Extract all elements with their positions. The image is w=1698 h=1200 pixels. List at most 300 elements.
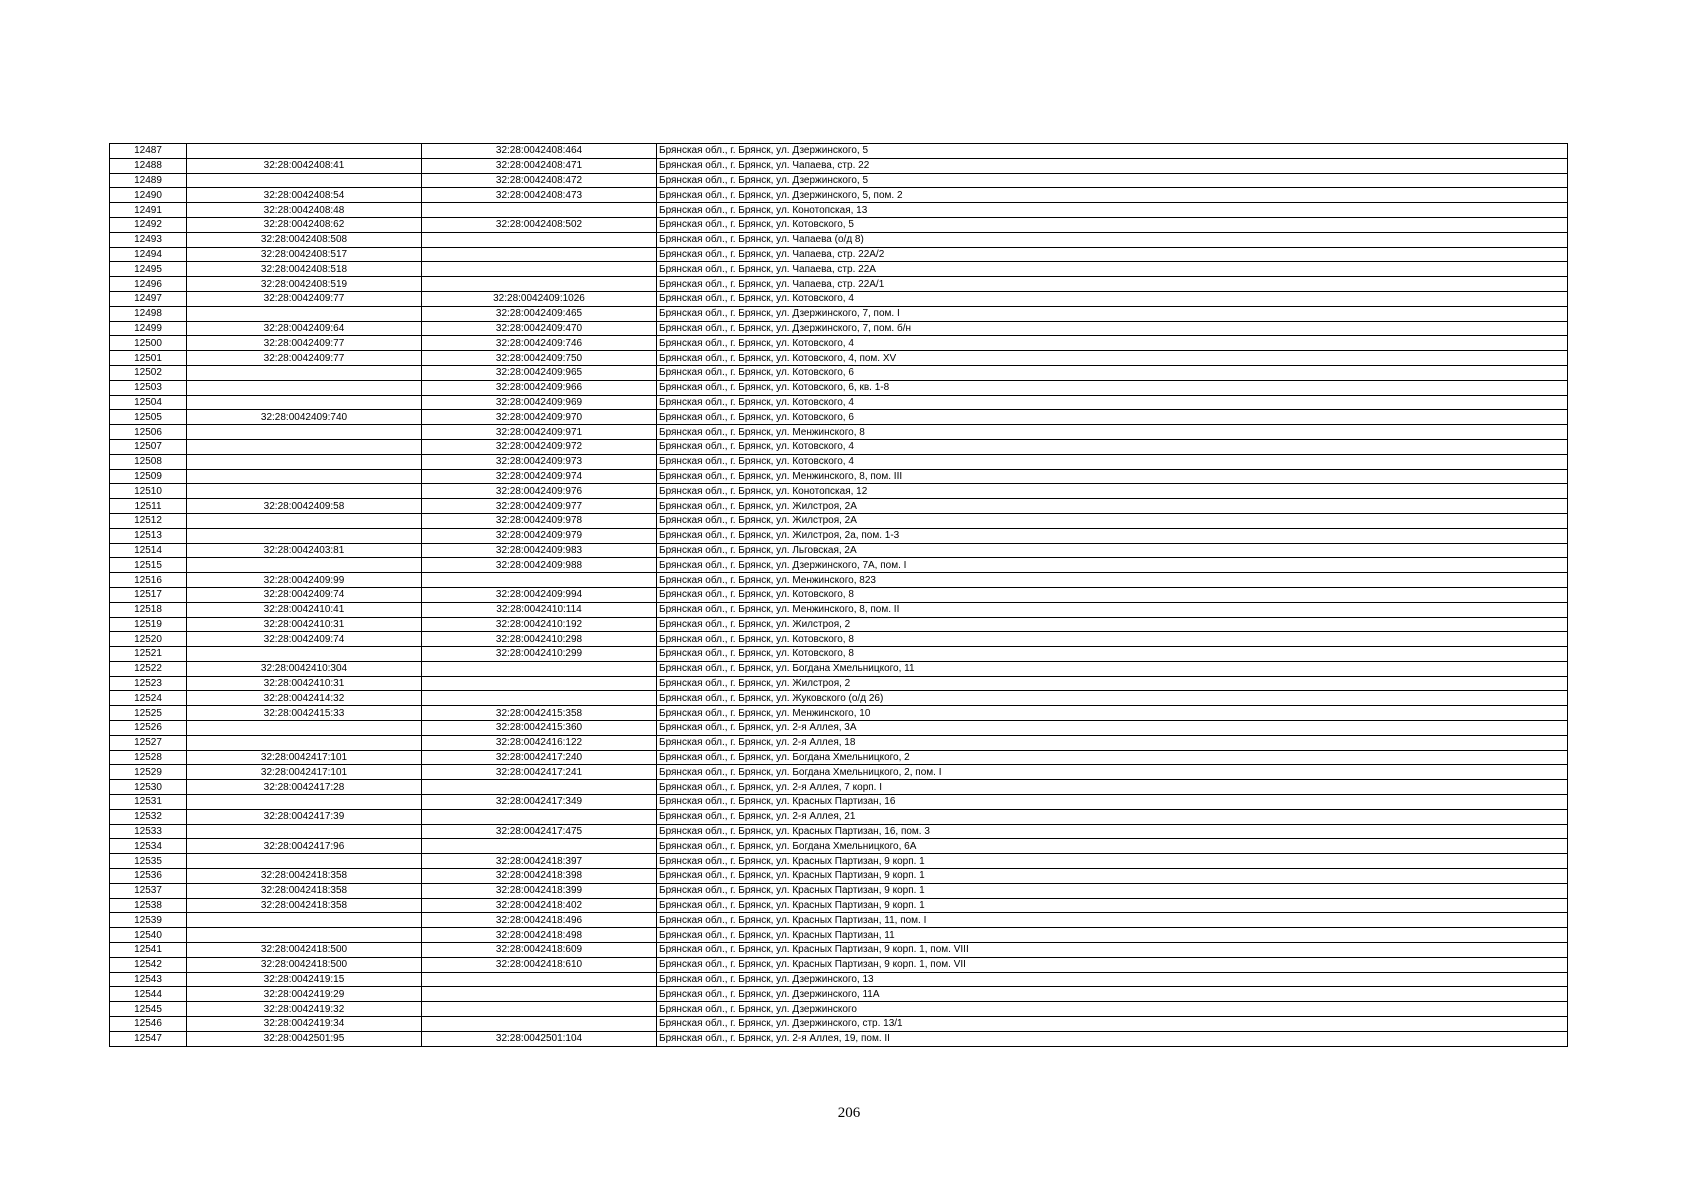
row-number-cell: 12545 — [110, 1002, 187, 1017]
address-cell: Брянская обл., г. Брянск, ул. Дзержинского, 11А — [657, 987, 1568, 1002]
address-cell: Брянская обл., г. Брянск, ул. Льговская, 2А — [657, 543, 1568, 558]
parcel-number-cell — [187, 913, 422, 928]
object-number-cell: 32:28:0042501:104 — [422, 1031, 657, 1046]
address-cell: Брянская обл., г. Брянск, ул. Дзержинского, 7А, пом. I — [657, 558, 1568, 573]
table-row — [110, 484, 1568, 499]
parcel-number-cell — [187, 469, 422, 484]
object-number-cell: 32:28:0042409:1026 — [422, 291, 657, 306]
parcel-number-cell — [187, 425, 422, 440]
row-number-cell: 12538 — [110, 898, 187, 913]
row-number-cell: 12520 — [110, 632, 187, 647]
table-row — [110, 188, 1568, 203]
registry-table — [109, 143, 1568, 1047]
row-number-cell: 12525 — [110, 706, 187, 721]
object-number-cell: 32:28:0042409:979 — [422, 528, 657, 543]
page-number: 206 — [837, 1105, 861, 1121]
parcel-number-cell — [187, 380, 422, 395]
row-number-cell: 12514 — [110, 543, 187, 558]
object-number-cell: 32:28:0042418:398 — [422, 869, 657, 884]
address-cell: Брянская обл., г. Брянск, ул. Котовского, 6 — [657, 410, 1568, 425]
row-number-cell: 12499 — [110, 321, 187, 336]
address-cell: Брянская обл., г. Брянск, ул. Котовского, 4 — [657, 395, 1568, 410]
object-number-cell — [422, 232, 657, 247]
object-number-cell: 32:28:0042418:402 — [422, 898, 657, 913]
address-cell: Брянская обл., г. Брянск, ул. Котовского, 8 — [657, 587, 1568, 602]
row-number-cell: 12492 — [110, 217, 187, 232]
parcel-number-cell — [187, 854, 422, 869]
object-number-cell: 32:28:0042409:966 — [422, 380, 657, 395]
parcel-number-cell: 32:28:0042409:99 — [187, 573, 422, 588]
row-number-cell: 12530 — [110, 780, 187, 795]
row-number-cell: 12539 — [110, 913, 187, 928]
table-row — [110, 247, 1568, 262]
address-cell: Брянская обл., г. Брянск, ул. Богдана Хмельницкого, 11 — [657, 661, 1568, 676]
table-row — [110, 632, 1568, 647]
table-row — [110, 1017, 1568, 1032]
object-number-cell: 32:28:0042417:240 — [422, 750, 657, 765]
row-number-cell: 12517 — [110, 587, 187, 602]
table-row — [110, 1031, 1568, 1046]
row-number-cell: 12493 — [110, 232, 187, 247]
parcel-number-cell: 32:28:0042408:519 — [187, 277, 422, 292]
address-cell: Брянская обл., г. Брянск, ул. Котовского, 4 — [657, 439, 1568, 454]
address-cell: Брянская обл., г. Брянск, ул. Красных Партизан, 16, пом. 3 — [657, 824, 1568, 839]
parcel-number-cell — [187, 795, 422, 810]
row-number-cell: 12515 — [110, 558, 187, 573]
parcel-number-cell — [187, 558, 422, 573]
object-number-cell: 32:28:0042410:299 — [422, 647, 657, 662]
object-number-cell — [422, 987, 657, 1002]
address-cell: Брянская обл., г. Брянск, ул. Котовского, 4, пом. XV — [657, 351, 1568, 366]
row-number-cell: 12510 — [110, 484, 187, 499]
table-row — [110, 661, 1568, 676]
table-row — [110, 425, 1568, 440]
row-number-cell: 12522 — [110, 661, 187, 676]
object-number-cell: 32:28:0042409:988 — [422, 558, 657, 573]
address-cell: Брянская обл., г. Брянск, ул. Чапаева, стр. 22А/2 — [657, 247, 1568, 262]
address-cell: Брянская обл., г. Брянск, ул. Котовского, 4 — [657, 336, 1568, 351]
parcel-number-cell — [187, 928, 422, 943]
row-number-cell: 12506 — [110, 425, 187, 440]
row-number-cell: 12490 — [110, 188, 187, 203]
object-number-cell: 32:28:0042417:241 — [422, 765, 657, 780]
object-number-cell — [422, 262, 657, 277]
row-number-cell: 12505 — [110, 410, 187, 425]
table-row — [110, 365, 1568, 380]
table-row — [110, 913, 1568, 928]
parcel-number-cell — [187, 439, 422, 454]
row-number-cell: 12497 — [110, 291, 187, 306]
address-cell: Брянская обл., г. Брянск, ул. Дзержинского, 7, пом. б/н — [657, 321, 1568, 336]
table-row — [110, 395, 1568, 410]
table-row — [110, 262, 1568, 277]
row-number-cell: 12502 — [110, 365, 187, 380]
row-number-cell: 12542 — [110, 957, 187, 972]
address-cell: Брянская обл., г. Брянск, ул. Красных Партизан, 9 корп. 1, пом. VII — [657, 957, 1568, 972]
row-number-cell: 12535 — [110, 854, 187, 869]
row-number-cell: 12531 — [110, 795, 187, 810]
parcel-number-cell: 32:28:0042501:95 — [187, 1031, 422, 1046]
row-number-cell: 12496 — [110, 277, 187, 292]
object-number-cell: 32:28:0042409:977 — [422, 499, 657, 514]
object-number-cell: 32:28:0042409:971 — [422, 425, 657, 440]
object-number-cell: 32:28:0042408:472 — [422, 173, 657, 188]
table-row — [110, 587, 1568, 602]
table-row — [110, 306, 1568, 321]
object-number-cell: 32:28:0042409:970 — [422, 410, 657, 425]
object-number-cell: 32:28:0042418:397 — [422, 854, 657, 869]
address-cell: Брянская обл., г. Брянск, ул. Чапаева, стр. 22А/1 — [657, 277, 1568, 292]
table-row — [110, 706, 1568, 721]
address-cell: Брянская обл., г. Брянск, ул. Чапаева (о/д 8) — [657, 232, 1568, 247]
address-cell: Брянская обл., г. Брянск, ул. Менжинского, 8, пом. III — [657, 469, 1568, 484]
table-row — [110, 647, 1568, 662]
table-row — [110, 499, 1568, 514]
table-row — [110, 883, 1568, 898]
parcel-number-cell — [187, 173, 422, 188]
parcel-number-cell: 32:28:0042409:77 — [187, 351, 422, 366]
parcel-number-cell: 32:28:0042410:41 — [187, 602, 422, 617]
object-number-cell: 32:28:0042409:983 — [422, 543, 657, 558]
object-number-cell: 32:28:0042417:475 — [422, 824, 657, 839]
parcel-number-cell: 32:28:0042410:31 — [187, 617, 422, 632]
table-row — [110, 277, 1568, 292]
object-number-cell: 32:28:0042409:969 — [422, 395, 657, 410]
parcel-number-cell — [187, 484, 422, 499]
parcel-number-cell: 32:28:0042408:518 — [187, 262, 422, 277]
object-number-cell: 32:28:0042409:965 — [422, 365, 657, 380]
table-row — [110, 173, 1568, 188]
address-cell: Брянская обл., г. Брянск, ул. Красных Партизан, 11, пом. I — [657, 913, 1568, 928]
address-cell: Брянская обл., г. Брянск, ул. Конотопская, 12 — [657, 484, 1568, 499]
table-row — [110, 765, 1568, 780]
table-row — [110, 869, 1568, 884]
object-number-cell: 32:28:0042409:976 — [422, 484, 657, 499]
object-number-cell: 32:28:0042409:994 — [422, 587, 657, 602]
row-number-cell: 12491 — [110, 203, 187, 218]
parcel-number-cell: 32:28:0042418:358 — [187, 869, 422, 884]
object-number-cell — [422, 573, 657, 588]
object-number-cell — [422, 203, 657, 218]
address-cell: Брянская обл., г. Брянск, ул. Дзержинского, 5, пом. 2 — [657, 188, 1568, 203]
address-cell: Брянская обл., г. Брянск, ул. Красных Партизан, 9 корп. 1 — [657, 883, 1568, 898]
row-number-cell: 12544 — [110, 987, 187, 1002]
table-row — [110, 928, 1568, 943]
table-row — [110, 795, 1568, 810]
row-number-cell: 12513 — [110, 528, 187, 543]
row-number-cell: 12524 — [110, 691, 187, 706]
object-number-cell — [422, 1002, 657, 1017]
row-number-cell: 12547 — [110, 1031, 187, 1046]
table-row — [110, 469, 1568, 484]
parcel-number-cell: 32:28:0042410:304 — [187, 661, 422, 676]
row-number-cell: 12546 — [110, 1017, 187, 1032]
table-row — [110, 203, 1568, 218]
table-row — [110, 351, 1568, 366]
row-number-cell: 12536 — [110, 869, 187, 884]
address-cell: Брянская обл., г. Брянск, ул. Менжинского, 823 — [657, 573, 1568, 588]
parcel-number-cell: 32:28:0042419:34 — [187, 1017, 422, 1032]
row-number-cell: 12488 — [110, 158, 187, 173]
address-cell: Брянская обл., г. Брянск, ул. 2-я Аллея, 18 — [657, 735, 1568, 750]
object-number-cell — [422, 277, 657, 292]
table-row — [110, 380, 1568, 395]
table-row — [110, 573, 1568, 588]
table-row — [110, 410, 1568, 425]
row-number-cell: 12534 — [110, 839, 187, 854]
parcel-number-cell: 32:28:0042417:39 — [187, 809, 422, 824]
parcel-number-cell: 32:28:0042418:358 — [187, 883, 422, 898]
table-row — [110, 543, 1568, 558]
address-cell: Брянская обл., г. Брянск, ул. Жилстроя, 2 — [657, 676, 1568, 691]
row-number-cell: 12541 — [110, 943, 187, 958]
table-row — [110, 617, 1568, 632]
object-number-cell: 32:28:0042418:610 — [422, 957, 657, 972]
parcel-number-cell: 32:28:0042418:500 — [187, 943, 422, 958]
row-number-cell: 12503 — [110, 380, 187, 395]
address-cell: Брянская обл., г. Брянск, ул. Менжинского, 8 — [657, 425, 1568, 440]
address-cell: Брянская обл., г. Брянск, ул. Богдана Хмельницкого, 6А — [657, 839, 1568, 854]
address-cell: Брянская обл., г. Брянск, ул. Котовского, 4 — [657, 291, 1568, 306]
address-cell: Брянская обл., г. Брянск, ул. Красных Партизан, 9 корп. 1 — [657, 869, 1568, 884]
object-number-cell: 32:28:0042409:470 — [422, 321, 657, 336]
address-cell: Брянская обл., г. Брянск, ул. Менжинского, 8, пом. II — [657, 602, 1568, 617]
object-number-cell: 32:28:0042416:122 — [422, 735, 657, 750]
table-row — [110, 676, 1568, 691]
address-cell: Брянская обл., г. Брянск, ул. Дзержинского, 7, пом. I — [657, 306, 1568, 321]
table-row — [110, 780, 1568, 795]
object-number-cell: 32:28:0042418:609 — [422, 943, 657, 958]
row-number-cell: 12537 — [110, 883, 187, 898]
table-row — [110, 158, 1568, 173]
address-cell: Брянская обл., г. Брянск, ул. Красных Партизан, 11 — [657, 928, 1568, 943]
table-row — [110, 987, 1568, 1002]
object-number-cell: 32:28:0042408:502 — [422, 217, 657, 232]
object-number-cell: 32:28:0042409:974 — [422, 469, 657, 484]
parcel-number-cell: 32:28:0042418:358 — [187, 898, 422, 913]
table-row — [110, 1002, 1568, 1017]
parcel-number-cell: 32:28:0042417:28 — [187, 780, 422, 795]
table-row — [110, 750, 1568, 765]
table-row — [110, 943, 1568, 958]
parcel-number-cell: 32:28:0042408:517 — [187, 247, 422, 262]
table-row — [110, 558, 1568, 573]
object-number-cell: 32:28:0042410:192 — [422, 617, 657, 632]
address-cell: Брянская обл., г. Брянск, ул. Красных Партизан, 9 корп. 1 — [657, 854, 1568, 869]
address-cell: Брянская обл., г. Брянск, ул. Жилстроя, 2А — [657, 499, 1568, 514]
table-row — [110, 824, 1568, 839]
parcel-number-cell: 32:28:0042417:101 — [187, 750, 422, 765]
object-number-cell: 32:28:0042418:399 — [422, 883, 657, 898]
address-cell: Брянская обл., г. Брянск, ул. Конотопская, 13 — [657, 203, 1568, 218]
address-cell: Брянская обл., г. Брянск, ул. Дзержинского, 5 — [657, 144, 1568, 159]
row-number-cell: 12511 — [110, 499, 187, 514]
parcel-number-cell: 32:28:0042415:33 — [187, 706, 422, 721]
parcel-number-cell — [187, 306, 422, 321]
address-cell: Брянская обл., г. Брянск, ул. Котовского, 6, кв. 1-8 — [657, 380, 1568, 395]
table-row — [110, 513, 1568, 528]
address-cell: Брянская обл., г. Брянск, ул. Котовского, 6 — [657, 365, 1568, 380]
object-number-cell: 32:28:0042409:978 — [422, 513, 657, 528]
parcel-number-cell — [187, 513, 422, 528]
table-row — [110, 854, 1568, 869]
object-number-cell: 32:28:0042417:349 — [422, 795, 657, 810]
parcel-number-cell: 32:28:0042408:62 — [187, 217, 422, 232]
table-row — [110, 602, 1568, 617]
address-cell: Брянская обл., г. Брянск, ул. 2-я Аллея, 21 — [657, 809, 1568, 824]
row-number-cell: 12507 — [110, 439, 187, 454]
parcel-number-cell — [187, 365, 422, 380]
object-number-cell: 32:28:0042409:465 — [422, 306, 657, 321]
address-cell: Брянская обл., г. Брянск, ул. 2-я Аллея, 3А — [657, 721, 1568, 736]
address-cell: Брянская обл., г. Брянск, ул. Жуковского (о/д 26) — [657, 691, 1568, 706]
object-number-cell: 32:28:0042409:746 — [422, 336, 657, 351]
table-row — [110, 972, 1568, 987]
parcel-number-cell: 32:28:0042409:77 — [187, 291, 422, 306]
address-cell: Брянская обл., г. Брянск, ул. Котовского, 5 — [657, 217, 1568, 232]
parcel-number-cell — [187, 735, 422, 750]
address-cell: Брянская обл., г. Брянск, ул. Менжинского, 10 — [657, 706, 1568, 721]
parcel-number-cell: 32:28:0042409:740 — [187, 410, 422, 425]
table-row — [110, 232, 1568, 247]
table-row — [110, 144, 1568, 159]
address-cell: Брянская обл., г. Брянск, ул. Красных Партизан, 16 — [657, 795, 1568, 810]
object-number-cell: 32:28:0042415:358 — [422, 706, 657, 721]
object-number-cell: 32:28:0042408:471 — [422, 158, 657, 173]
parcel-number-cell: 32:28:0042414:32 — [187, 691, 422, 706]
row-number-cell: 12509 — [110, 469, 187, 484]
parcel-number-cell: 32:28:0042409:58 — [187, 499, 422, 514]
object-number-cell — [422, 247, 657, 262]
row-number-cell: 12501 — [110, 351, 187, 366]
row-number-cell: 12487 — [110, 144, 187, 159]
address-cell: Брянская обл., г. Брянск, ул. Жилстроя, 2А — [657, 513, 1568, 528]
table-row — [110, 321, 1568, 336]
object-number-cell — [422, 839, 657, 854]
object-number-cell — [422, 661, 657, 676]
row-number-cell: 12518 — [110, 602, 187, 617]
parcel-number-cell — [187, 528, 422, 543]
row-number-cell: 12523 — [110, 676, 187, 691]
address-cell: Брянская обл., г. Брянск, ул. 2-я Аллея, 7 корп. I — [657, 780, 1568, 795]
table-row — [110, 454, 1568, 469]
address-cell: Брянская обл., г. Брянск, ул. Богдана Хмельницкого, 2, пом. I — [657, 765, 1568, 780]
table-row — [110, 839, 1568, 854]
row-number-cell: 12489 — [110, 173, 187, 188]
table-row — [110, 735, 1568, 750]
registry-table-body — [110, 144, 1568, 1047]
address-cell: Брянская обл., г. Брянск, ул. Богдана Хмельницкого, 2 — [657, 750, 1568, 765]
object-number-cell: 32:28:0042418:498 — [422, 928, 657, 943]
parcel-number-cell: 32:28:0042408:41 — [187, 158, 422, 173]
parcel-number-cell — [187, 395, 422, 410]
parcel-number-cell — [187, 824, 422, 839]
row-number-cell: 12519 — [110, 617, 187, 632]
parcel-number-cell: 32:28:0042417:96 — [187, 839, 422, 854]
address-cell: Брянская обл., г. Брянск, ул. Чапаева, стр. 22 — [657, 158, 1568, 173]
row-number-cell: 12521 — [110, 647, 187, 662]
address-cell: Брянская обл., г. Брянск, ул. Жилстроя, 2а, пом. 1-3 — [657, 528, 1568, 543]
parcel-number-cell: 32:28:0042419:29 — [187, 987, 422, 1002]
address-cell: Брянская обл., г. Брянск, ул. Котовского, 8 — [657, 647, 1568, 662]
parcel-number-cell: 32:28:0042408:508 — [187, 232, 422, 247]
parcel-number-cell — [187, 144, 422, 159]
address-cell: Брянская обл., г. Брянск, ул. Котовского, 4 — [657, 454, 1568, 469]
object-number-cell — [422, 676, 657, 691]
object-number-cell — [422, 972, 657, 987]
row-number-cell: 12532 — [110, 809, 187, 824]
table-row — [110, 691, 1568, 706]
row-number-cell: 12512 — [110, 513, 187, 528]
object-number-cell: 32:28:0042409:750 — [422, 351, 657, 366]
object-number-cell — [422, 691, 657, 706]
parcel-number-cell — [187, 647, 422, 662]
parcel-number-cell: 32:28:0042417:101 — [187, 765, 422, 780]
row-number-cell: 12526 — [110, 721, 187, 736]
parcel-number-cell: 32:28:0042419:15 — [187, 972, 422, 987]
address-cell: Брянская обл., г. Брянск, ул. Дзержинского, 13 — [657, 972, 1568, 987]
table-row — [110, 439, 1568, 454]
row-number-cell: 12494 — [110, 247, 187, 262]
parcel-number-cell: 32:28:0042409:77 — [187, 336, 422, 351]
table-row — [110, 217, 1568, 232]
object-number-cell: 32:28:0042408:473 — [422, 188, 657, 203]
row-number-cell: 12504 — [110, 395, 187, 410]
object-number-cell: 32:28:0042415:360 — [422, 721, 657, 736]
table-row — [110, 957, 1568, 972]
row-number-cell: 12495 — [110, 262, 187, 277]
row-number-cell: 12543 — [110, 972, 187, 987]
table-row — [110, 898, 1568, 913]
row-number-cell: 12528 — [110, 750, 187, 765]
object-number-cell: 32:28:0042409:972 — [422, 439, 657, 454]
table-row — [110, 528, 1568, 543]
object-number-cell — [422, 780, 657, 795]
row-number-cell: 12516 — [110, 573, 187, 588]
object-number-cell — [422, 809, 657, 824]
table-row — [110, 809, 1568, 824]
address-cell: Брянская обл., г. Брянск, ул. Дзержинского — [657, 1002, 1568, 1017]
table-row — [110, 291, 1568, 306]
address-cell: Брянская обл., г. Брянск, ул. Красных Партизан, 9 корп. 1 — [657, 898, 1568, 913]
parcel-number-cell: 32:28:0042410:31 — [187, 676, 422, 691]
address-cell: Брянская обл., г. Брянск, ул. 2-я Аллея, 19, пом. II — [657, 1031, 1568, 1046]
parcel-number-cell — [187, 721, 422, 736]
parcel-number-cell: 32:28:0042403:81 — [187, 543, 422, 558]
row-number-cell: 12533 — [110, 824, 187, 839]
parcel-number-cell: 32:28:0042408:48 — [187, 203, 422, 218]
table-row — [110, 336, 1568, 351]
object-number-cell — [422, 1017, 657, 1032]
parcel-number-cell: 32:28:0042409:74 — [187, 587, 422, 602]
row-number-cell: 12529 — [110, 765, 187, 780]
address-cell: Брянская обл., г. Брянск, ул. Жилстроя, 2 — [657, 617, 1568, 632]
parcel-number-cell: 32:28:0042409:74 — [187, 632, 422, 647]
object-number-cell: 32:28:0042410:114 — [422, 602, 657, 617]
parcel-number-cell: 32:28:0042418:500 — [187, 957, 422, 972]
row-number-cell: 12540 — [110, 928, 187, 943]
address-cell: Брянская обл., г. Брянск, ул. Котовского, 8 — [657, 632, 1568, 647]
parcel-number-cell: 32:28:0042419:32 — [187, 1002, 422, 1017]
row-number-cell: 12500 — [110, 336, 187, 351]
row-number-cell: 12498 — [110, 306, 187, 321]
address-cell: Брянская обл., г. Брянск, ул. Дзержинского, стр. 13/1 — [657, 1017, 1568, 1032]
parcel-number-cell — [187, 454, 422, 469]
address-cell: Брянская обл., г. Брянск, ул. Красных Партизан, 9 корп. 1, пом. VIII — [657, 943, 1568, 958]
object-number-cell: 32:28:0042418:496 — [422, 913, 657, 928]
table-row — [110, 721, 1568, 736]
object-number-cell: 32:28:0042408:464 — [422, 144, 657, 159]
